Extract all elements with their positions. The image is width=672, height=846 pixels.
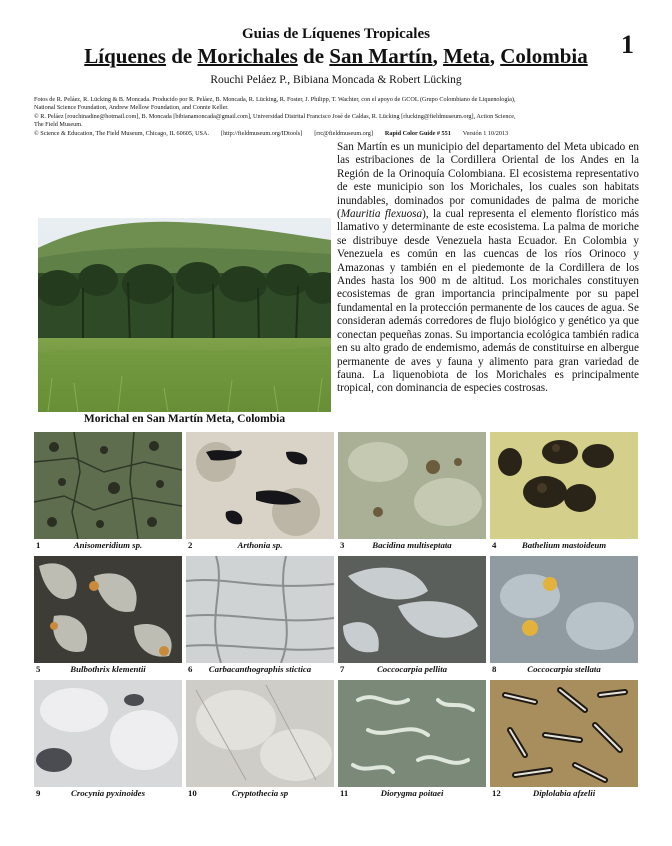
- guide-number: Rapid Color Guide # 551: [384, 129, 451, 137]
- species-photo-coccocarpia-stellata: [490, 556, 638, 663]
- species-tile: [34, 432, 182, 554]
- title-comma: ,: [489, 44, 495, 68]
- species-photo-anisomeridium: [34, 432, 182, 539]
- credits-block: [34, 96, 646, 138]
- species-photo-bacidina: [338, 432, 486, 539]
- species-tile: [338, 556, 486, 678]
- title-word: Líquenes: [84, 44, 166, 68]
- hero-caption: Morichal en San Martín Meta, Colombia: [83, 413, 286, 425]
- title-word: Morichales: [197, 44, 298, 68]
- species-number: 11: [340, 788, 349, 798]
- intro-text: ), la cual representa el elemento florístico más llamativo y determinante de este ecosistema. La palma de moriche se distribuye desde Venezuela hasta Ecuador. En Colombia y Venezuela es común en las cuencas de los ríos Orinoco y Amazonas y también en el piedemonte de la Cordillera de los Andes hasta los 900 m de altitud. Los morichales constituyen ecosistemas de gran importancia principalmente por su papel fundamental en la protección permanente de los cauces de agua. Se consideran además corredores de flujo biológico y genético ya que conectan pequeñas zonas. Su importancia ecológica también radica en su alto grado de endemismo, además de constituirse en albergue permanente de aves y fauna y alimento para gran variedad de fauna. La liquenobiota de los Morichales es principalmente tropical, con dominancia de especies costrosas.: [337, 208, 640, 395]
- species-number: 10: [188, 788, 197, 798]
- species-name: Arthonia sp.: [237, 540, 283, 550]
- species-number: 1: [36, 540, 41, 550]
- species-tile: [490, 556, 638, 678]
- species-tile: [490, 432, 638, 554]
- species-tile: [34, 556, 182, 678]
- title-word: San Martín: [329, 44, 433, 68]
- credits-line: © R. Peláez [rouchinadine@hotmail.com], B. Moncada [bibianamoncada@gmail.com], Universidad Distrital Francisco José de Caldas, R. Lücking [rlucking@fieldmuseum.org], Action Science,: [34, 112, 516, 120]
- species-name: Crocynia pyxinoides: [70, 788, 146, 798]
- credits-line: Fotos de R. Peláez, R. Lücking & B. Moncada. Producido por R. Peláez, B. Moncada, R. Lücking, R. Foster, J. Philipp, T. Wachter, con el apoyo de GCOL (Grupo Colombiano de Liquenología),: [34, 96, 516, 103]
- species-number: 2: [188, 540, 193, 550]
- species-number: 9: [36, 788, 41, 798]
- series-title: Guias de Líquenes Tropicales: [242, 26, 430, 42]
- species-number: 12: [492, 788, 501, 798]
- species-tile: [34, 680, 182, 802]
- website-link[interactable]: [http://fieldmuseum.org/IDtools]: [221, 129, 303, 137]
- title-word: de: [303, 44, 325, 68]
- title-word: Colombia: [500, 44, 588, 68]
- species-photo-diplolabia: [490, 680, 638, 787]
- species-photo-bulbothrix: [34, 556, 182, 663]
- intro-text: San Martín es un municipio del departamento del Meta ubicado en las estribaciones de la Cordillera Oriental de los Andes en la Región de la Orinoquía Colombiana. El ecosistema representativo de este municipio son los Morichales, los cuales son habitats inundables, dominados por comunidades de palma de moriche (: [337, 141, 639, 221]
- title-word: de: [171, 44, 193, 68]
- species-number: 5: [36, 664, 41, 674]
- intro-paragraph: [337, 141, 639, 396]
- species-photo-arthonia: [186, 432, 334, 539]
- species-photo-bathelium: [490, 432, 638, 539]
- species-photo-cryptothecia: [186, 680, 334, 787]
- species-tile: [186, 432, 334, 554]
- species-name: Diorygma poitaei: [380, 788, 444, 798]
- species-name: Bathelium mastoideum: [521, 540, 607, 550]
- species-tile: [186, 556, 334, 678]
- species-tile: [338, 680, 486, 802]
- species-photo-crocynia: [34, 680, 182, 787]
- species-number: 4: [492, 540, 497, 550]
- species-name: Cryptothecia sp: [231, 788, 289, 798]
- species-photo-diorygma: [338, 680, 486, 787]
- species-number: 6: [188, 664, 193, 674]
- species-photo-carbacanthographis: [186, 556, 334, 663]
- credits-line: The Field Museum.: [34, 121, 83, 129]
- species-number: 8: [492, 664, 497, 674]
- page-number: 1: [621, 30, 634, 59]
- version-date: Versión 1 10/2013: [462, 129, 509, 137]
- species-name: Anisomeridium sp.: [73, 540, 143, 550]
- page-title: [0, 44, 672, 69]
- species-number: 3: [340, 540, 345, 550]
- species-name: Coccocarpia stellata: [527, 664, 601, 674]
- credits-footer-line: [34, 130, 646, 138]
- authors: Rouchi Peláez P., Bibiana Moncada & Robert Lücking: [210, 74, 462, 86]
- title-comma: ,: [432, 44, 438, 68]
- species-name: Carbacanthographis stictica: [208, 664, 312, 674]
- hero-photo-morichal: [38, 218, 331, 412]
- species-name: Bacidina multiseptata: [372, 540, 452, 550]
- credits-line: National Science Foundation, Andrew Mellow Foundation, and Connie Keller.: [34, 104, 229, 112]
- species-name: Diplolabia afzelii: [532, 788, 596, 798]
- species-number: 7: [340, 664, 345, 674]
- species-photo-coccocarpia-pellita: [338, 556, 486, 663]
- species-name: Coccocarpia pellita: [376, 664, 448, 674]
- intro-species-italic: Mauritia flexuosa: [340, 208, 423, 221]
- copyright-text: © Science & Education, The Field Museum, Chicago, IL 60605, USA.: [34, 129, 210, 137]
- species-tile: [338, 432, 486, 554]
- species-tile: [186, 680, 334, 802]
- species-name: Bulbothrix klementii: [70, 664, 146, 674]
- email-link[interactable]: [rrc@fieldmuseum.org]: [314, 129, 373, 137]
- title-word: Meta: [443, 44, 490, 68]
- species-tile: [490, 680, 638, 802]
